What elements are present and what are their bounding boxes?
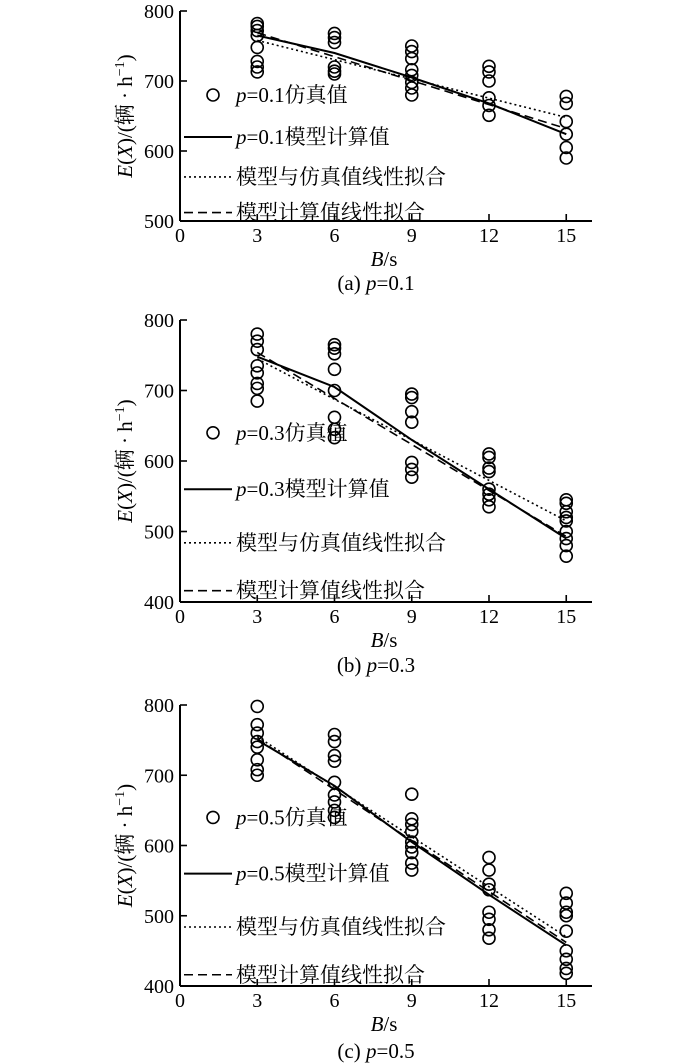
scatter-point	[483, 75, 495, 87]
y-tick-label: 800	[144, 695, 174, 717]
x-tick-label: 12	[479, 990, 499, 1012]
y-axis-label: E(X)/(辆 · $h^{-1}$)	[113, 54, 137, 178]
x-tick-label: 15	[556, 225, 577, 247]
panel-caption: (c) p=0.5	[337, 1039, 415, 1063]
scatter-point	[251, 360, 263, 372]
scatter-point	[406, 89, 418, 101]
x-tick-label: 3	[252, 990, 263, 1012]
scatter-point	[406, 788, 418, 800]
scatter-point	[329, 68, 341, 80]
legend-marker-scatter	[207, 89, 219, 101]
scatter-point	[483, 501, 495, 513]
x-tick-label: 3	[252, 606, 263, 628]
x-tick-label: 0	[175, 990, 185, 1012]
scatter-point	[251, 41, 263, 53]
legend-label-model: p=0.1模型计算值	[236, 125, 390, 149]
legend	[184, 805, 446, 986]
y-tick-label: 600	[144, 451, 174, 473]
chart-panel-3	[113, 695, 592, 1063]
legend-label-scatter: p=0.5仿真值	[236, 805, 348, 830]
y-tick-label: 400	[144, 592, 174, 614]
y-axis-label: E(X)/(辆 · $h^{-1}$)	[113, 783, 137, 908]
y-tick-label: 600	[144, 141, 174, 163]
scatter-point	[406, 471, 418, 483]
y-tick-label: 800	[144, 310, 174, 332]
scatter-point	[560, 90, 572, 102]
legend-label-fit-sim: 模型与仿真值线性拟合	[236, 914, 446, 939]
scatter-point	[329, 736, 341, 748]
y-tick-label: 700	[144, 765, 174, 788]
panel-caption: (b) p=0.3	[336, 653, 416, 677]
scatter-point	[251, 18, 263, 30]
x-tick-label: 6	[329, 606, 340, 628]
scatter-point	[483, 932, 495, 944]
legend-label-fit-model: 模型计算值线性拟合	[236, 962, 425, 987]
x-tick-label: 12	[479, 606, 499, 628]
legend-label-scatter: p=0.1仿真值	[236, 83, 348, 107]
scatter-point	[329, 363, 341, 375]
x-tick-label: 0	[175, 606, 185, 628]
legend-label-fit-model: 模型计算值线性拟合	[236, 200, 425, 225]
y-axis-label: E(X)/(辆 · $h^{-1}$)	[113, 399, 137, 523]
scatter-point	[560, 925, 572, 937]
legend-label-model: p=0.3模型计算值	[236, 477, 390, 502]
x-axis-label: B/s	[370, 628, 398, 652]
y-tick-label: 500	[144, 211, 174, 233]
x-tick-label: 0	[175, 225, 185, 247]
scatter-point	[483, 864, 495, 876]
x-tick-label: 15	[556, 990, 577, 1012]
scatter-point	[329, 729, 341, 741]
x-axis-label: B/s	[370, 247, 398, 271]
scatter-point	[251, 395, 263, 407]
legend-label-fit-sim: 模型与仿真值线性拟合	[236, 164, 446, 189]
chart-panel-1	[113, 1, 592, 295]
scatter-point	[251, 700, 263, 712]
y-tick-label: 500	[144, 905, 174, 928]
x-tick-label: 9	[406, 990, 417, 1012]
x-tick-label: 6	[329, 990, 340, 1012]
x-tick-label: 12	[479, 225, 499, 247]
y-tick-label: 700	[144, 380, 174, 403]
scatter-point	[329, 789, 341, 801]
legend	[184, 421, 446, 603]
scatter-point	[483, 906, 495, 918]
legend-label-fit-model: 模型计算值线性拟合	[236, 578, 425, 603]
x-tick-label: 6	[329, 225, 340, 247]
scatter-point	[251, 344, 263, 356]
x-tick-label: 9	[406, 606, 417, 628]
legend-label-model: p=0.5模型计算值	[236, 861, 390, 886]
y-tick-label: 600	[144, 835, 174, 858]
scatter-point	[406, 456, 418, 468]
scatter-point	[251, 328, 263, 340]
legend-label-scatter: p=0.3仿真值	[236, 420, 348, 445]
chart-panel-2	[113, 310, 592, 677]
legend-marker-scatter	[207, 427, 219, 439]
legend	[184, 83, 446, 225]
scatter-point	[406, 864, 418, 876]
panel-caption: (a) p=0.1	[337, 271, 415, 295]
y-tick-label: 700	[144, 71, 174, 93]
model-line	[257, 357, 566, 539]
x-tick-label: 3	[252, 225, 263, 247]
legend-label-fit-sim: 模型与仿真值线性拟合	[236, 530, 446, 555]
x-tick-label: 9	[406, 225, 417, 247]
y-tick-label: 400	[144, 976, 174, 998]
scatter-point	[560, 97, 572, 109]
y-tick-label: 500	[144, 521, 174, 544]
legend-marker-scatter	[207, 811, 219, 823]
x-axis-label: B/s	[370, 1012, 398, 1036]
y-tick-label: 800	[144, 1, 174, 23]
scatter-point	[483, 851, 495, 863]
scatter-point	[406, 53, 418, 65]
x-tick-label: 15	[556, 606, 577, 628]
